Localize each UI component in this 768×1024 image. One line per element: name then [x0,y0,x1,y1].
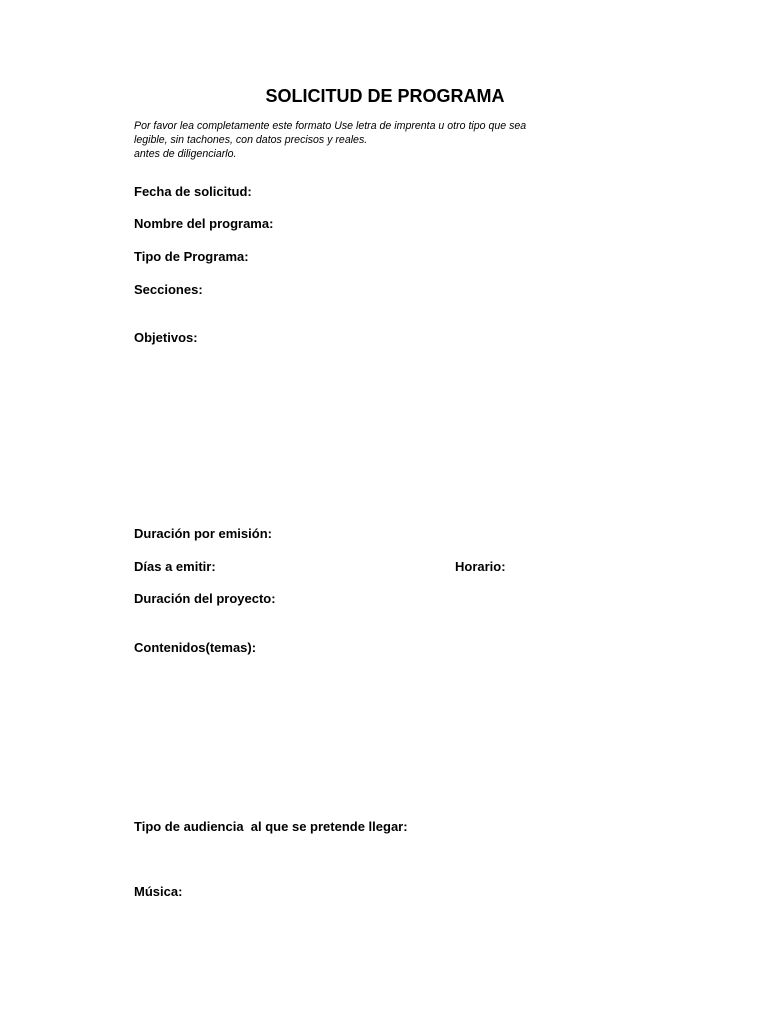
field-label-duracion-proyecto: Duración del proyecto: [134,591,276,606]
field-label-objetivos: Objetivos: [134,330,198,345]
field-label-nombre-programa: Nombre del programa: [134,216,274,231]
instructions-line-2: legible, sin tachones, con datos precisos y reales. [134,134,368,146]
field-label-contenidos: Contenidos(temas): [134,640,257,655]
field-label-tipo-programa: Tipo de Programa: [134,249,249,264]
instructions-line-1: Por favor lea completamente este formato Use letra de imprenta u otro tipo que sea [134,120,527,132]
instructions-text [134,119,594,161]
field-label-horario: Horario: [455,559,506,574]
field-label-musica: Música: [134,884,183,899]
field-label-secciones: Secciones: [134,282,203,297]
field-label-tipo-audiencia: Tipo de audiencia al que se pretende llegar: [134,819,408,834]
field-label-duracion-emision: Duración por emisión: [134,526,272,541]
instructions-line-3: antes de diligenciarlo. [134,148,237,160]
document-title: SOLICITUD DE PROGRAMA [265,86,505,106]
field-label-fecha-solicitud: Fecha de solicitud: [134,184,252,199]
field-label-dias-emitir: Días a emitir: [134,559,216,574]
